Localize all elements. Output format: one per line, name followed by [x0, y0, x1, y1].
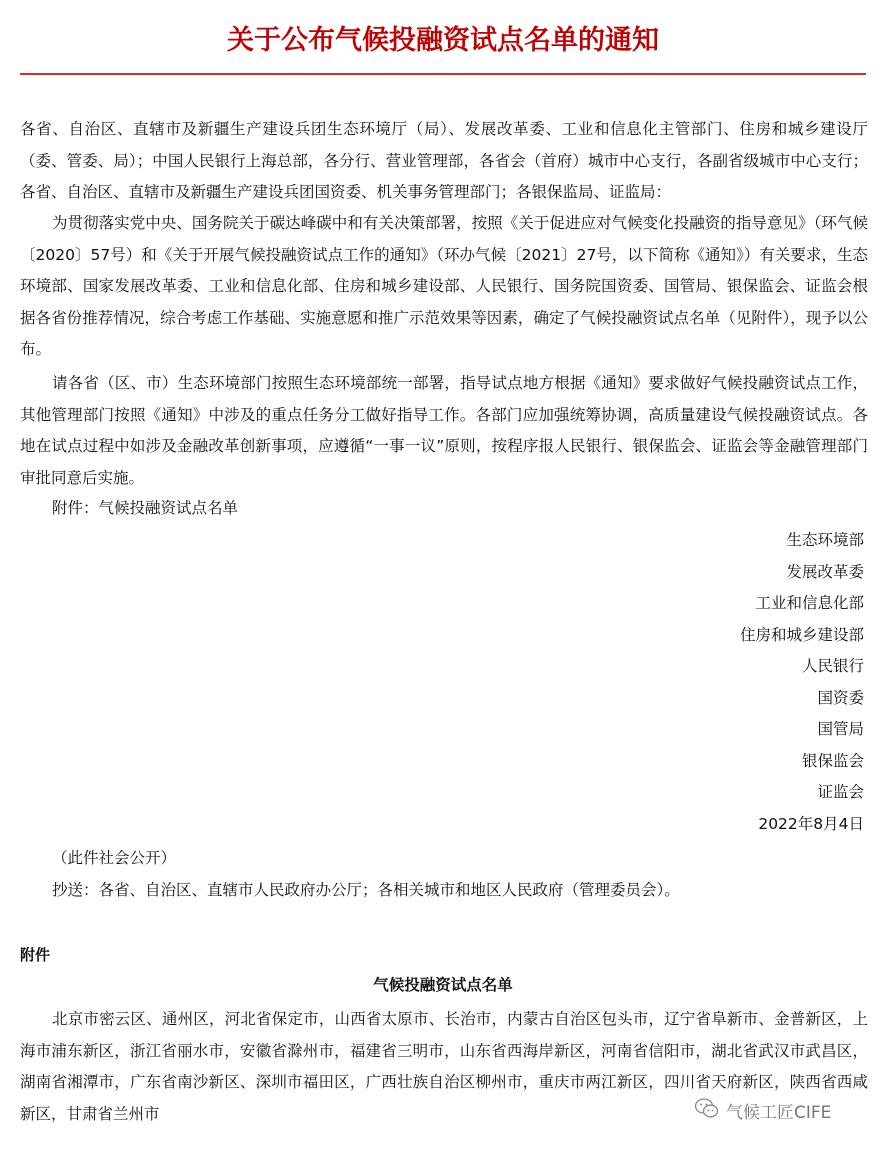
public-disclosure-note: （此件社会公开）	[52, 849, 177, 867]
signatories-block	[740, 525, 864, 840]
signatory: 生态环境部	[786, 531, 864, 549]
title-divider	[20, 73, 866, 75]
signatory: 银保监会	[801, 751, 864, 770]
signatory: 发展改革委	[786, 562, 864, 581]
body-paragraph-1: 为贯彻落实党中央、国务院关于碳达峰碳中和有关决策部署，按照《关于促进应对气候变化投融资的指导意见》（环气候〔2020〕57号）和《关于开展气候投融资试点工作的通知》（环办气候〔2021〕27号，以下简称《通知》）有关要求，生态环境部、国家发展改革委、工业和信息化部、住房和城乡建设部、人民银行、国务院国资委、国管局、银保监会、证监会根据各省份推荐情况，综合考虑工作基础、实施意愿和推广示范效果等因素，确定了气候投融资试点名单（见附件），现予以公布。	[20, 214, 868, 358]
issue-date: 2022年8月4日	[758, 814, 864, 833]
signatory: 住房和城乡建设部	[739, 625, 864, 644]
watermark-text: 气候工匠CIFE	[726, 1103, 832, 1123]
watermark	[694, 1097, 831, 1124]
annex-label: 附件	[20, 946, 51, 964]
signatory: 工业和信息化部	[755, 594, 864, 612]
body-paragraph-2: 请各省（区、市）生态环境部门按照生态环境部统一部署，指导试点地方根据《通知》要求做好气候投融资试点工作，其他管理部门按照《通知》中涉及的重点任务分工做好指导工作。各部门应加强统筹协调，高质量建设气候投融资试点。各地在试点过程中如涉及金融改革创新事项，应遵循“一事一议”原则，按程序报人民银行、银保监会、证监会等金融管理部门审批同意后实施。	[20, 374, 868, 487]
cc-line: 抄送：各省、自治区、直辖市人民政府办公厅；各相关城市和地区人民政府（管理委员会）。	[52, 881, 680, 899]
wechat-icon	[694, 1097, 720, 1124]
pilot-list: 北京市密云区、通州区，河北省保定市，山西省太原市、长治市，内蒙古自治区包头市，辽宁省阜新市、金普新区，上海市浦东新区，浙江省丽水市，安徽省滁州市，福建省三明市，山东省西海岸新区，河南省信阳市，湖北省武汉市武昌区，湖南省湘潭市，广东省南沙新区、深圳市福田区，广西壮族自治区柳州市，重庆市两江新区，四川省天府新区，陕西省西咸新区，甘肃省兰州市	[20, 1010, 868, 1123]
annex-title: 气候投融资试点名单	[373, 976, 513, 994]
signatory: 国资委	[817, 688, 864, 707]
signatory: 证监会	[817, 783, 864, 801]
attachment-reference: 附件：气候投融资试点名单	[52, 499, 239, 517]
addressees: 各省、自治区、直辖市及新疆生产建设兵团生态环境厅（局）、发展改革委、工业和信息化主管部门、住房和城乡建设厅（委、管委、局）；中国人民银行上海总部，各分行、营业管理部，各省会（首府）城市中心支行，各副省级城市中心支行；各省、自治区、直辖市及新疆生产建设兵团国资委、机关事务管理部门；各银保监局、证监局：	[20, 120, 868, 201]
document-title: 关于公布气候投融资试点名单的通知	[227, 25, 659, 56]
signatory: 国管局	[817, 720, 864, 738]
signatory: 人民银行	[801, 657, 864, 675]
